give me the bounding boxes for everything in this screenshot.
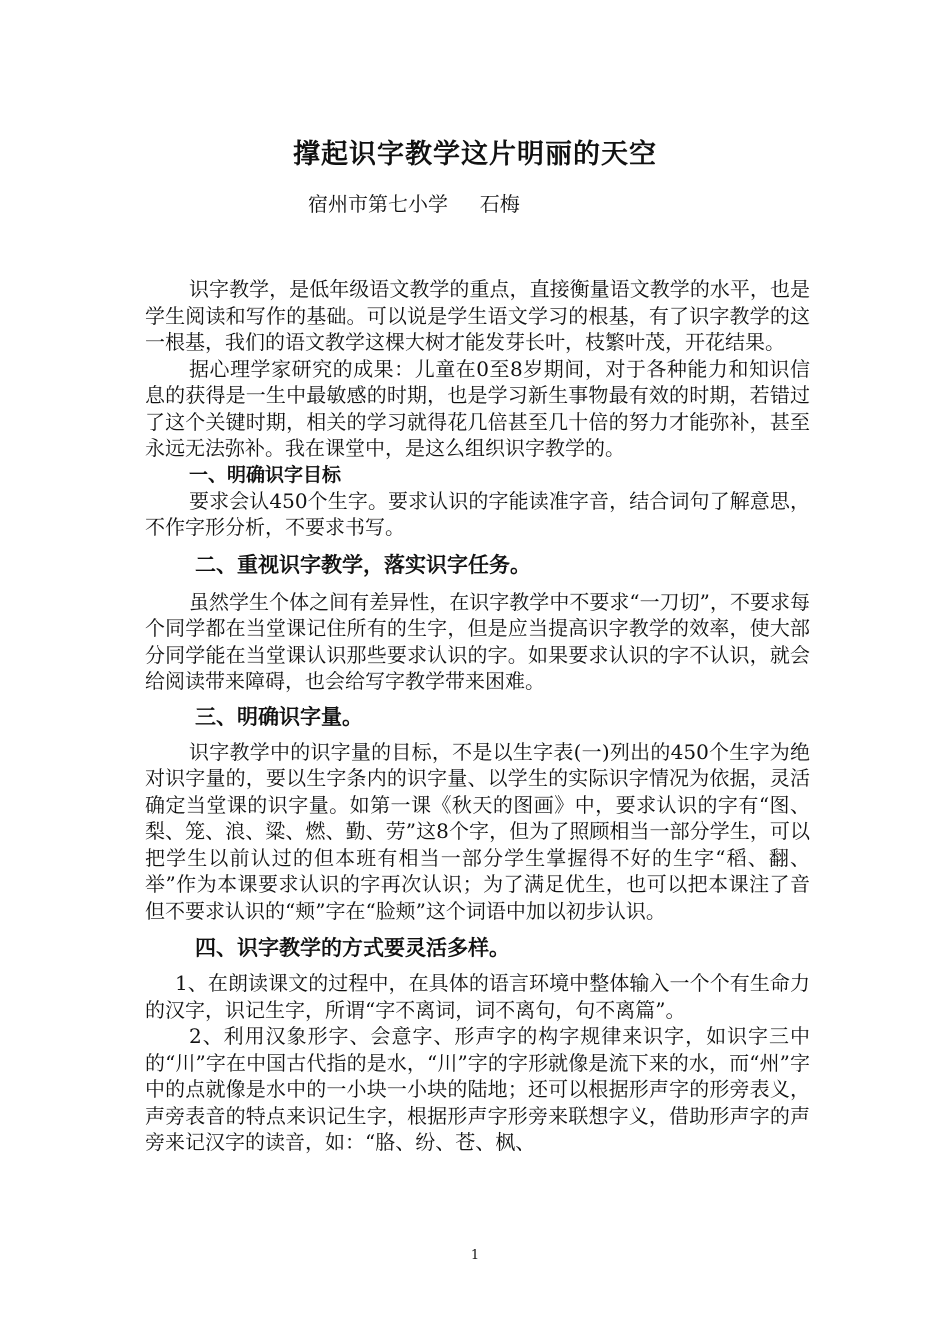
section-heading: 四、识字教学的方式要灵活多样。 (195, 936, 510, 960)
author-line: 宿州市第七小学 石梅 (308, 192, 520, 216)
section-heading: 二、重视识字教学，落实识字任务。 (195, 552, 531, 577)
section-heading: 一、明确识字目标 (189, 463, 342, 486)
page-number: 1 (470, 1248, 480, 1263)
body-paragraph: 识字教学中的识字量的目标，不是以生字表(一)列出的450个生字为绝对识字量的，要以生字条内的识字量、以学生的实际识字情况为依据，灵活确定当堂课的识字量。如第一课《秋天的图画》中，要求认识的字有“图、梨、笼、浪、粱、燃、勤、劳”这8个字，但为了照顾相当一部分学生，可以把学生以前认过的但本班有相当一部分学生掌握得不好的生字“稻、翻、举”作为本课要求认识的字再次认识；为了满足优生，也可以把本课注了音但不要求认识的“颊”字在“脸颊”这个词语中加以初步认识。 (145, 739, 810, 923)
body-paragraph: 虽然学生个体之间有差异性，在识字教学中不要求“一刀切”，不要求每个同学都在当堂课记住所有的生字，但是应当提高识字教学的效率，使大部分同学能在当堂课认识那些要求认识的字。如果要求认识的字不认识，就会给阅读带来障碍，也会给写字教学带来困难。 (145, 589, 810, 693)
body-paragraph: 1、在朗读课文的过程中，在具体的语言环境中整体输入一个个有生命力的汉字，识记生字，所谓“字不离词，词不离句，句不离篇”。 (145, 971, 810, 1022)
body-paragraph: 识字教学，是低年级语文教学的重点，直接衡量语文教学的水平，也是学生阅读和写作的基础。可以说是学生语文学习的根基，有了识字教学的这一根基，我们的语文教学这棵大树才能发芽长叶，枝繁叶茂，开花结果。 (145, 277, 810, 354)
document-body (145, 276, 810, 1156)
section-heading: 三、明确识字量。 (195, 704, 363, 729)
body-paragraph: 2、利用汉象形字、会意字、形声字的构字规律来识字，如识字三中的“川”字在中国古代指的是水，“川”字的字形就像是流下来的水，而“州”字中的点就像是水中的一小块一小块的陆地；还可以根据形声字的形旁表义，声旁表音的特点来识记生字，根据形声字形旁来联想字义，借助形声字的声旁来记汉字的读音，如：“胳、纷、苍、枫、 (145, 1024, 810, 1154)
document-title: 撑起识字教学这片明丽的天空 (293, 139, 657, 170)
body-paragraph: 要求会认450个生字。要求认识的字能读准字音，结合词句了解意思，不作字形分析，不要求书写。 (145, 488, 810, 539)
body-paragraph: 据心理学家研究的成果：儿童在0至8岁期间，对于各种能力和知识信息的获得是一生中最敏感的时期，也是学习新生事物最有效的时期，若错过了这个关键时期，相关的学习就得花几倍甚至几十倍的努力才能弥补，甚至永远无法弥补。我在课堂中，是这么组织识字教学的。 (145, 356, 810, 460)
